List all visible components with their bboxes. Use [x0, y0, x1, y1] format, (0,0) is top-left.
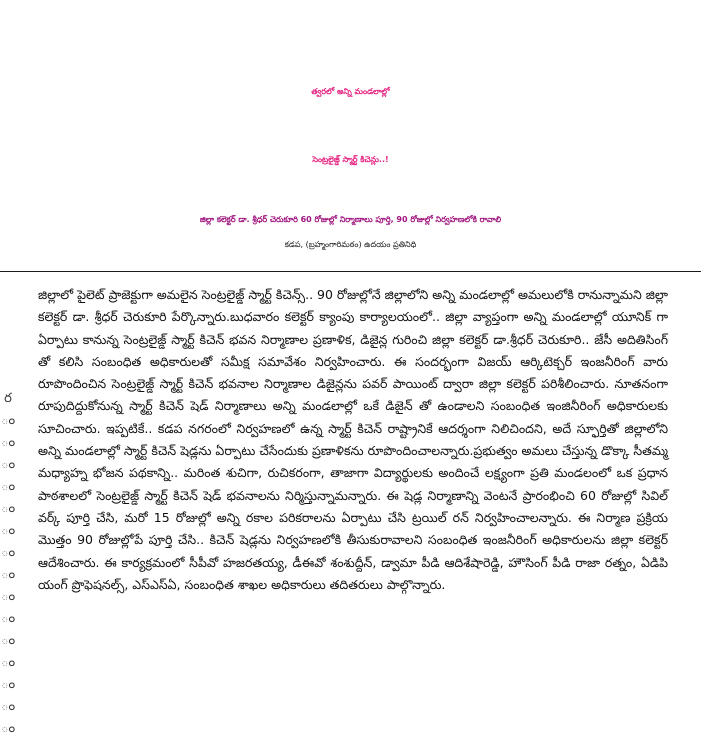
margin-glyph: ం [0, 523, 16, 538]
margin-glyph: ం [0, 545, 16, 560]
headline-line-2: సెంట్రలైజ్డ్ స్మార్ట్ కిచెన్లు..! [312, 155, 389, 164]
margin-glyph: ం [0, 699, 16, 714]
headline-line-1: త్వరలో అన్ని మండలాల్లో [311, 87, 390, 96]
margin-glyph: ం [0, 721, 16, 736]
margin-glyph: ం [0, 611, 16, 626]
margin-glyph: ం [0, 457, 16, 472]
margin-glyph: ం [0, 501, 16, 516]
divider-rule [0, 271, 701, 272]
margin-glyph: ం [0, 479, 16, 494]
margin-glyph: ం [0, 655, 16, 670]
margin-glyph: ం [0, 413, 16, 428]
dateline: కడప, (బ్రహ్మంగారిమఠం) ఉదయం ప్రతినిధి [284, 240, 417, 249]
margin-glyph: ం [0, 589, 16, 604]
margin-glyph: ం [0, 633, 16, 648]
subheadline: జిల్లా కలెక్టర్ డా. శ్రీధర్ చెరుకూరి 60 రోజుల్లో నిర్మాణాలు పూర్తి, 90 రోజుల్లో నిర్వహణలోకి రావాలి [199, 215, 502, 224]
margin-glyph: ం [0, 567, 16, 582]
margin-glyph: ం [0, 435, 16, 450]
margin-glyph: ం [0, 677, 16, 692]
adjacent-column-fragment [0, 388, 16, 740]
margin-glyph: ర [4, 391, 12, 406]
article-body: జిల్లాలో పైలెట్ ప్రాజెక్టుగా అమలైన సెంట్రలైజ్డ్ స్మార్ట్ కిచెన్స్.. 90 రోజుల్లోనే జిల్లాలోని అన్ని మండలాల్లో అమలులోకి రానున్నామని జిల్లా కలెక్టర్ డా. శ్రీధర్ చెరుకూరి పేర్కొన్నారు.బుధవారం కలెక్టర్ క్యాంపు కార్యాలయంలో.. జిల్లా వ్యాప్తంగా అన్ని మండలాల్లో యూనిక్ గా ఏర్పాటు కానున్న సెంట్రలైజ్డ్ స్మార్ట్ కిచెన్ భవన నిర్మాణాల ప్రణాళిక, డిజైన్ల గురించి జిల్లా కలెక్టర్ డా.శ్రీధర్ చెరుకూరి.. జేసీ అదితిసింగ్ తో కలిసి సంబంధిత అధికారులతో సమీక్ష సమావేశం నిర్వహించారు. ఈ సందర్భంగా విజయ్ ఆర్కిటెక్చర్ ఇంజనీరింగ్ వారు రూపొందించిన సెంట్రలైజ్డ్ స్మార్ట్ కిచెన్ భవనాల నిర్మాణాల డిజైన్లను పవర్ పాయింట్ ద్వారా జిల్లా కలెక్టర్ పరిశీలించారు. నూతనంగా రూపుదిద్దుకోనున్న స్మార్ట్ కిచెన్ షెడ్ నిర్మాణాలు అన్ని మండలాల్లో ఒకే డిజైన్ తో ఉండాలని సంబంధిత ఇంజినీరింగ్ అధికారులకు సూచించారు. ఇప్పటికే.. కడప నగరంలో నిర్వహణలో ఉన్న స్మార్ట్ కిచెన్ రాష్ట్రానికే ఆదర్శంగా నిలిచిందని, అదే స్ఫూర్తితో జిల్లాలోని అన్ని మండలాల్లో స్మార్ట్ కిచెన్ షెడ్లను ఏర్పాటు చేసేందుకు ప్రణాళికను రూపొందించాలన్నారు.ప్రభుత్వం అమలు చేస్తున్న డొక్కా సీతమ్మ మధ్యాహ్న భోజన పథకాన్ని.. మరింత శుచిగా, రుచికరంగా, తాజాగా విద్యార్థులకు అందించే లక్ష్యంగా ప్రతి మండలంలో ఒక ప్రధాన పాఠశాలలో సెంట్రలైజ్డ్ స్మార్ట్ కిచెన్ షెడ్ భవనాలను నిర్మిస్తున్నామన్నారు. ఈ షెడ్ల నిర్మాణాన్ని వెంటనే ప్రారంభించి 60 రోజుల్లో సివిల్ వర్క్ పూర్తి చేసి, మరో 15 రోజుల్లో అన్ని రకాల పరికరాలను ఏర్పాటు చేసి ట్రయిల్ రన్ నిర్వహించాలన్నారు. ఈ నిర్మాణ ప్రక్రియ మొత్తం 90 రోజుల్లోపే పూర్తి చేసి.. కిచెన్ షెడ్లను నిర్వహణలోకి తీసుకురావాలని సంబంధిత ఇంజనీరింగ్ అధికారులను జిల్లా కలెక్టర్ ఆదేశించారు. ఈ కార్యక్రమంలో సీపీవో హజరతయ్య, డీఈవో శంశుద్దీన్, డ్వామా పీడి ఆదిశేషారెడ్డి, హౌసింగ్ పీడి రాజా రత్నం, ఏడిపి యంగ్ ప్రొఫెషనల్స్, ఎస్ఎస్ఏ, సంబంధిత శాఖల అధికారులు తదితరులు పాల్గొన్నారు. [38, 287, 668, 592]
